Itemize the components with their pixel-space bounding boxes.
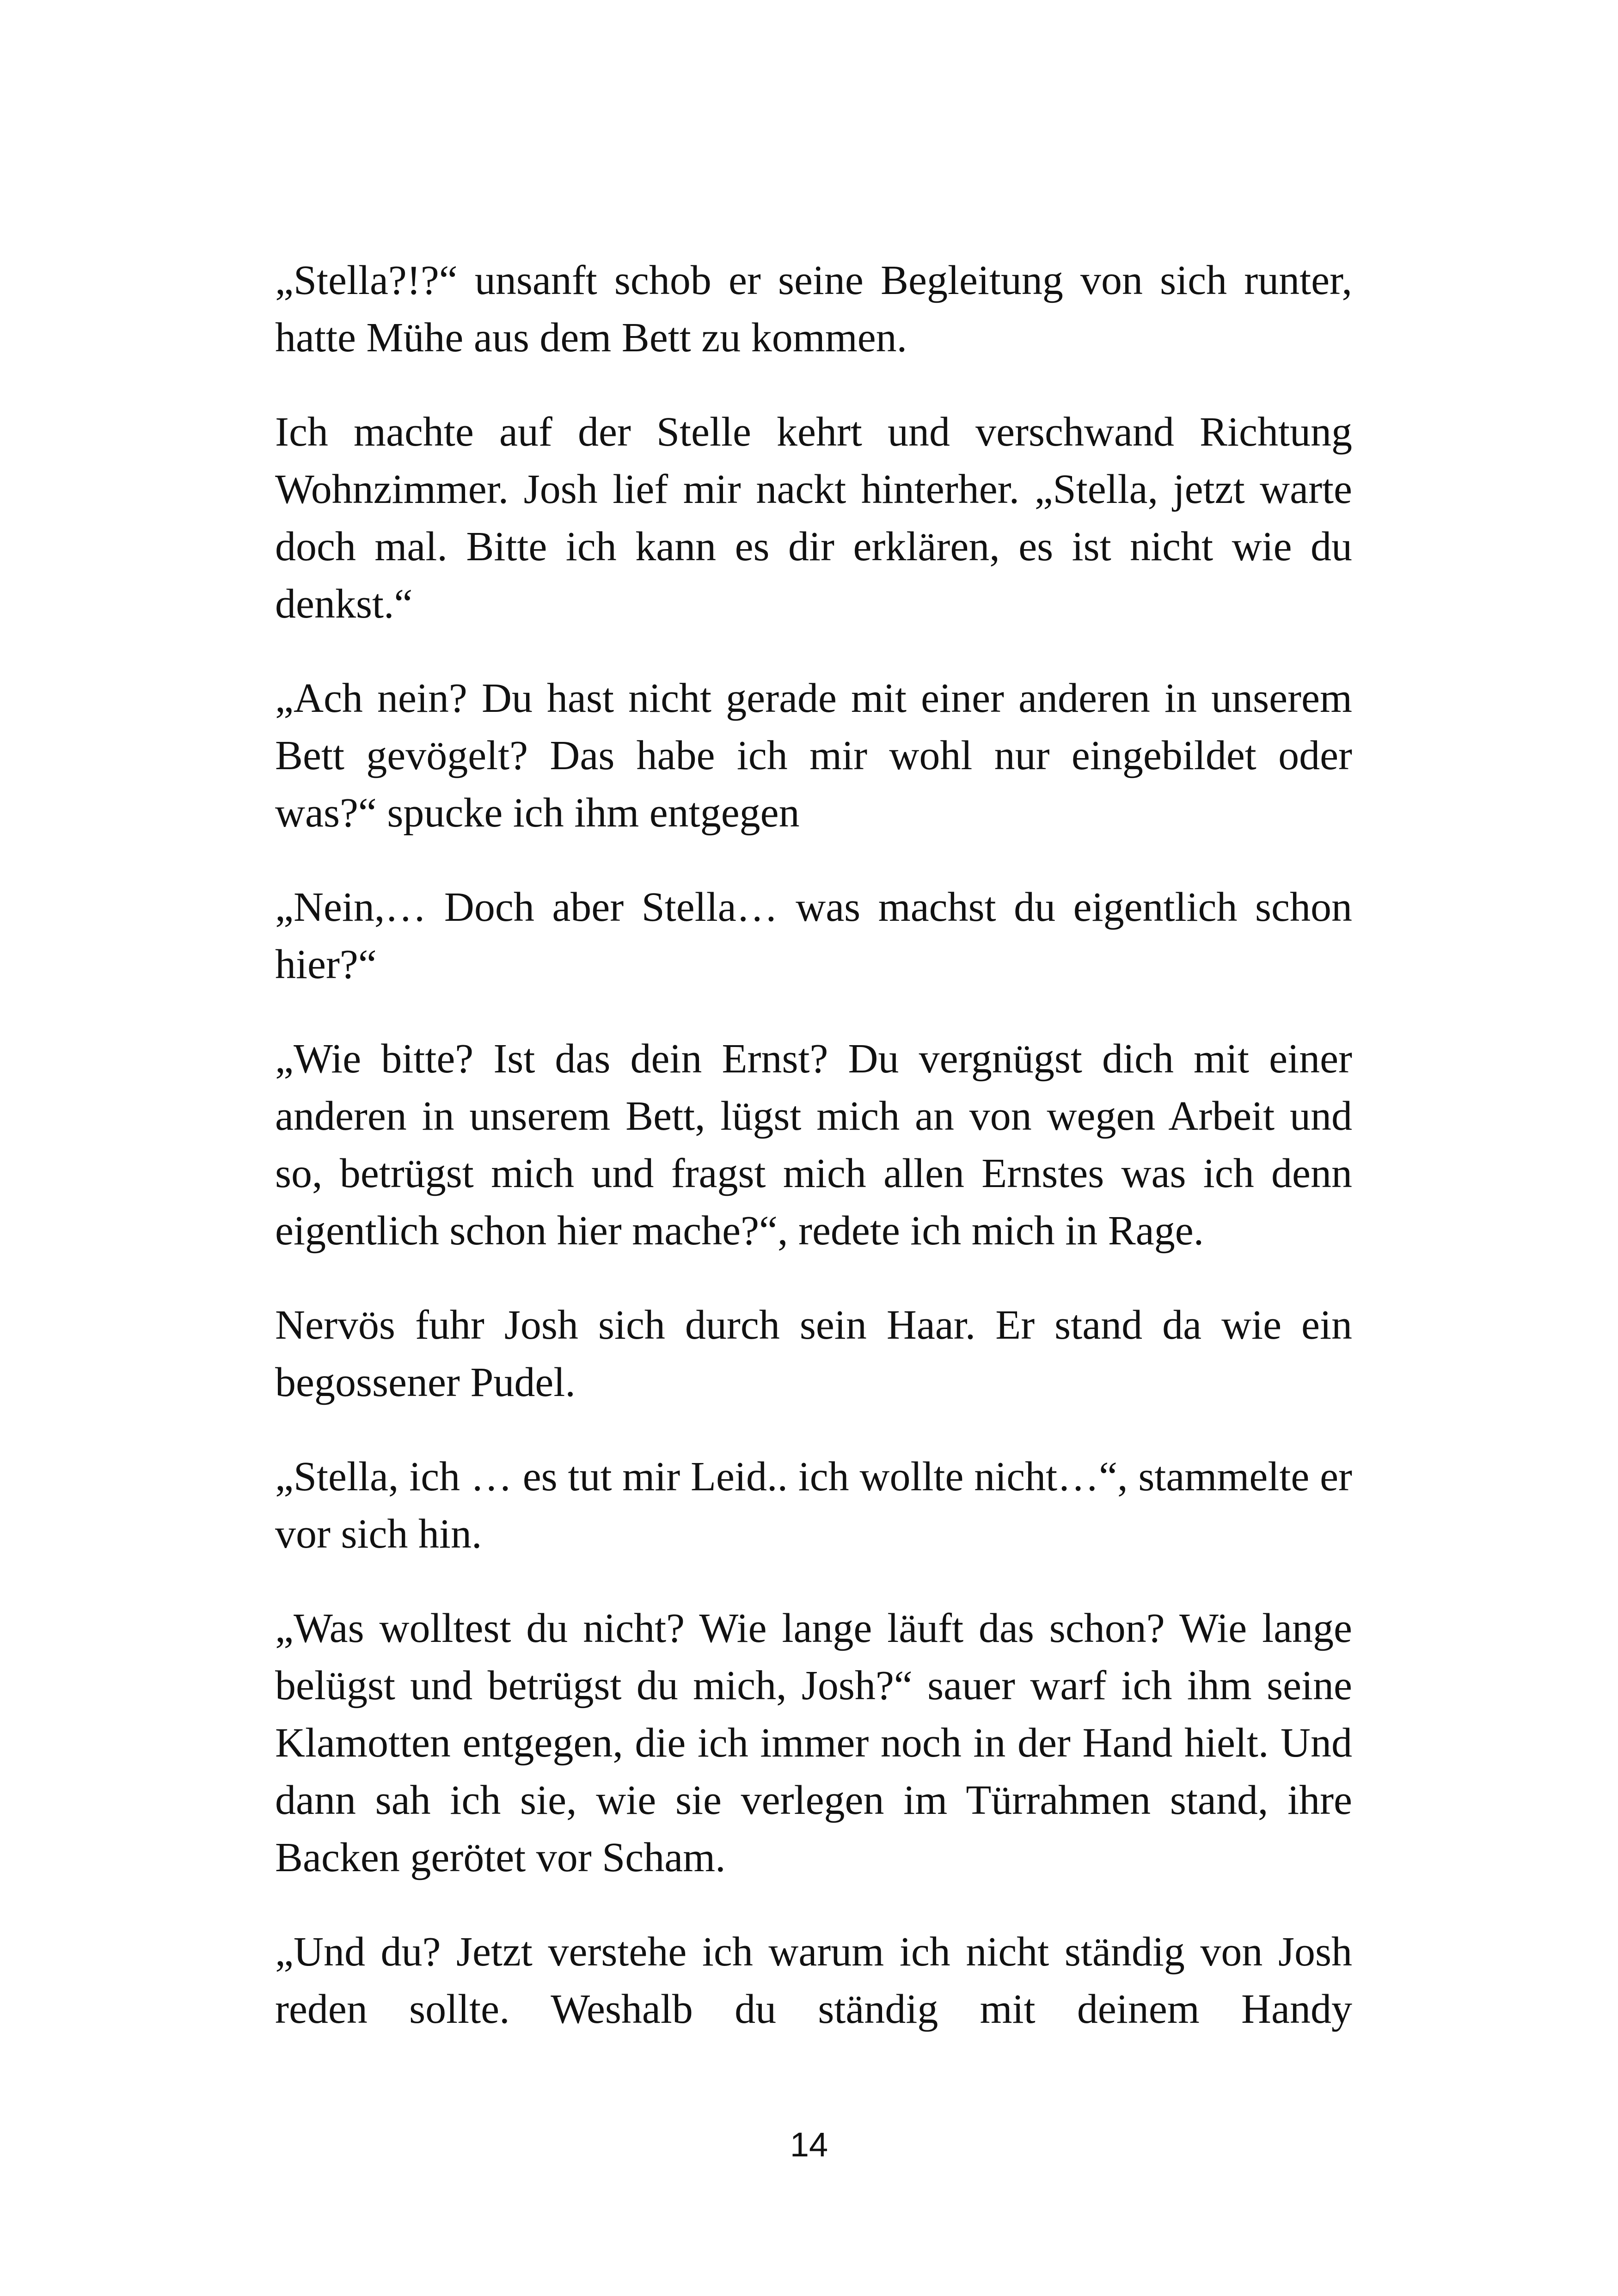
body-text — [275, 252, 1352, 2038]
paragraph-2: Ich machte auf der Stelle kehrt und verschwand Richtung Wohnzimmer. Josh lief mir nackt hinterher. „Stella, jetzt warte doch mal. Bitte ich kann es dir erklären, es ist nicht wie du denkst.“ — [275, 409, 1352, 627]
paragraph-5: „Wie bitte? Ist das dein Ernst? Du vergnügst dich mit einer anderen in unserem Bett, lügst mich an von wegen Arbeit und so, betrügst mich und fragst mich allen Ernstes was ich denn eigentlich schon hier mache?“, redete ich mich in Rage. — [275, 1036, 1352, 1254]
paragraph-9: „Und du? Jetzt verstehe ich warum ich nicht ständig von Josh reden sollte. Weshalb du ständig mit deinem Handy — [275, 1929, 1352, 2032]
page-number: 14 — [790, 2125, 828, 2164]
paragraph-3: „Ach nein? Du hast nicht gerade mit einer anderen in unserem Bett gevögelt? Das habe ich mir wohl nur eingebildet oder was?“ spucke ich ihm entgegen — [275, 675, 1352, 836]
paragraph-1: „Stella?!?“ unsanft schob er seine Begleitung von sich runter, hatte Mühe aus dem Bett zu kommen. — [275, 257, 1352, 361]
paragraph-8: „Was wolltest du nicht? Wie lange läuft das schon? Wie lange belügst und betrügst du mich, Josh?“ sauer warf ich ihm seine Klamotten entgegen, die ich immer noch in der Hand hielt. Und dann sah ich sie, wie sie verlegen im Türrahmen stand, ihre Backen gerötet vor Scham. — [275, 1605, 1352, 1880]
paragraph-4: „Nein,… Doch aber Stella… was machst du eigentlich schon hier?“ — [275, 884, 1352, 987]
paragraph-6: Nervös fuhr Josh sich durch sein Haar. Er stand da wie ein begossener Pudel. — [275, 1302, 1352, 1405]
paragraph-7: „Stella, ich … es tut mir Leid.. ich wollte nicht…“, stammelte er vor sich hin. — [275, 1454, 1352, 1557]
